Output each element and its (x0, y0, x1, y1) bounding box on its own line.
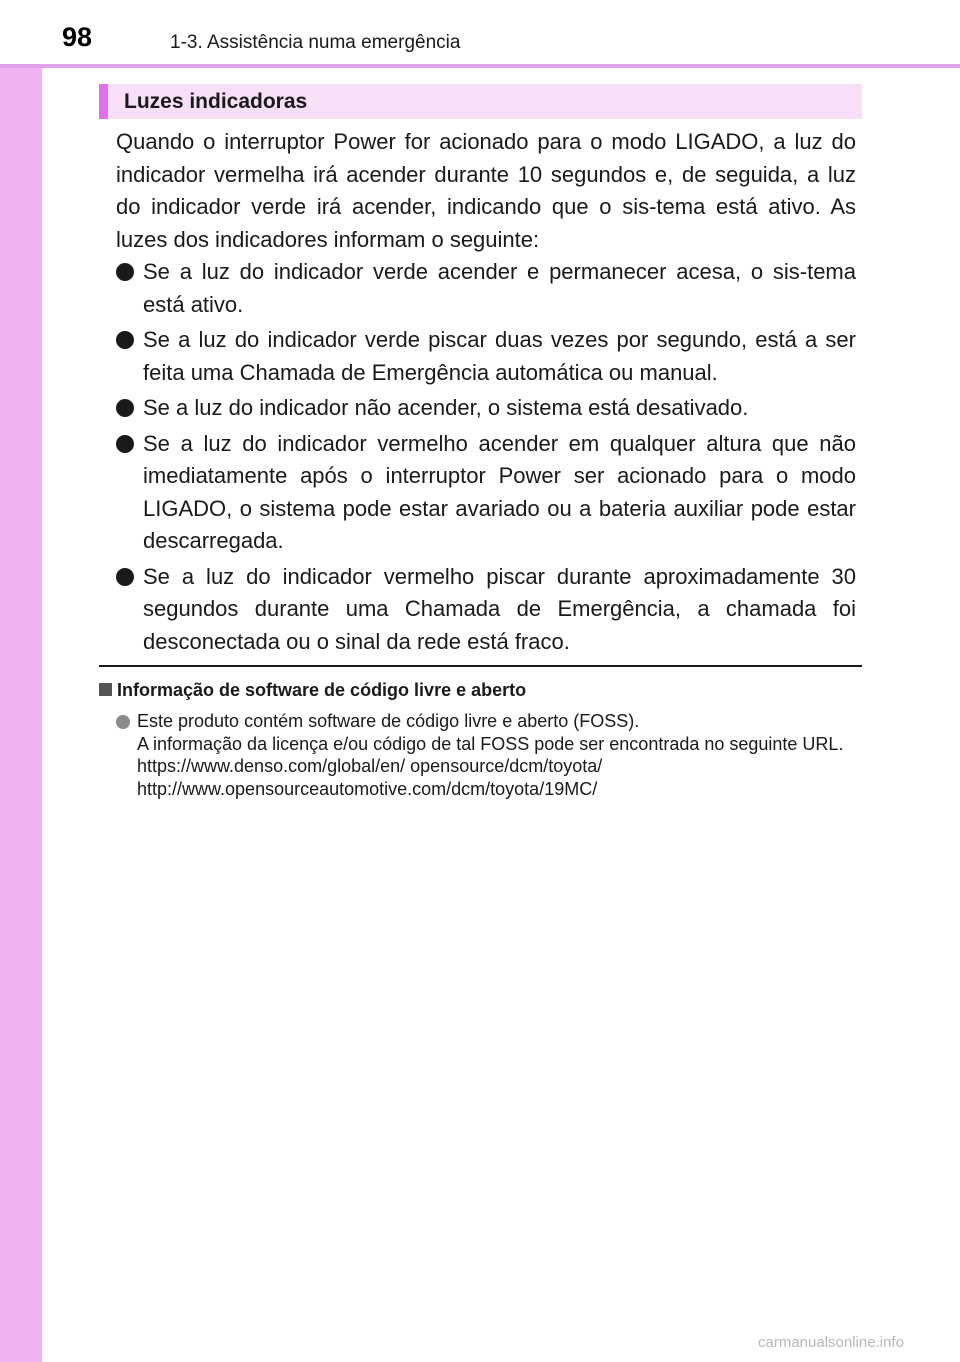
section-divider (99, 665, 862, 667)
url-link[interactable]: https://www.denso.com/global/en/ opensource/dcm/toyota/ (137, 756, 603, 776)
square-bullet-icon (99, 683, 112, 696)
chapter-title: 1-3. Assistência numa emergência (170, 32, 461, 53)
gray-bullet-icon (116, 715, 130, 729)
list-item-text: Se a luz do indicador vermelho acender em qualquer altura que não imediatamente após o interruptor Power ser acionado para o modo LIGADO, o sistema pode estar avariado ou a bateria auxiliar pode estar descarregada. (143, 430, 856, 553)
info-heading (99, 680, 526, 701)
side-tab-strip (0, 0, 42, 1362)
section-title: Luzes indicadoras (124, 90, 308, 113)
section-heading-box (99, 84, 862, 119)
url-link[interactable]: http://www.opensourceautomotive.com/dcm/toyota/19MC/ (137, 778, 598, 799)
list-item-text: Se a luz do indicador vermelho piscar durante aproximadamente 30 segundos durante uma Chamada de Emergência, a chamada foi desconectada ou o sinal da rede está fraco. (143, 563, 856, 654)
info-item (116, 710, 864, 800)
intro-paragraph: Quando o interruptor Power for acionado para o modo LIGADO, a luz do indicador vermelha irá acender durante 10 segundos e, de seguida, a luz do indicador verde irá acender, indicando que o sis-tema está ativo. As luzes dos indicadores informam o seguinte: (116, 129, 856, 252)
list-item (116, 392, 856, 425)
indicator-list (116, 256, 856, 661)
info-heading-text: Informação de software de código livre e aberto (117, 680, 527, 700)
list-item-text: Se a luz do indicador verde piscar duas vezes por segundo, está a ser feita uma Chamada de Emergência automática ou manual. (143, 327, 856, 385)
bullet-icon (116, 435, 134, 453)
info-line: A informação da licença e/ou código de tal FOSS pode ser encontrada no seguinte URL. (137, 733, 844, 754)
list-item (116, 561, 856, 659)
header-rule (0, 64, 960, 68)
bullet-icon (116, 263, 134, 281)
list-item-text: Se a luz do indicador não acender, o sistema está desativado. (143, 395, 749, 420)
watermark-text: carmanualsonline.info (758, 1334, 904, 1351)
info-body (116, 710, 864, 800)
list-item (116, 256, 856, 321)
list-item-text: Se a luz do indicador verde acender e permanecer acesa, o sis-tema está ativo. (143, 259, 856, 317)
info-line: Este produto contém software de código livre e aberto (FOSS). (137, 711, 640, 731)
bullet-icon (116, 331, 134, 349)
bullet-icon (116, 399, 134, 417)
bullet-icon (116, 568, 134, 586)
list-item (116, 324, 856, 389)
list-item (116, 428, 856, 558)
page-header (0, 0, 960, 68)
page-number: 98 (62, 22, 93, 52)
